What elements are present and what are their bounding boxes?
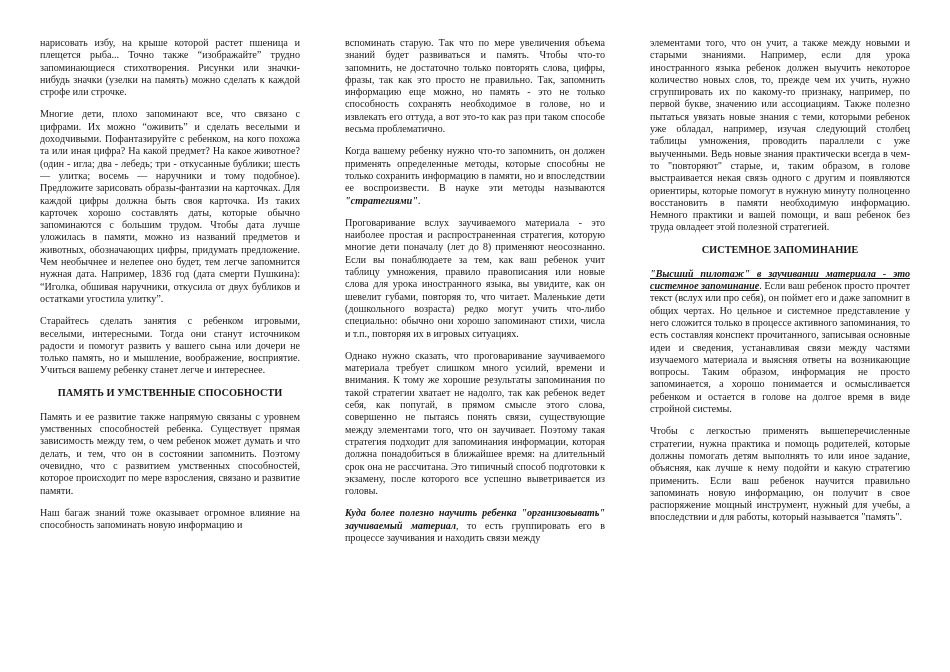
paragraph: Проговаривание вслух заучиваемого материала - это наиболее простая и распространенная стратегия, которую многие дети поначалу (лет до 8) применяют неосознанно. Если вы понаблюдаете за тем, как ваш ребенок учит таблицу умножения, правило правописания или новые слова для урока иностранного языка, вы увидите, как он шевелит губами, повторяя то, что читает. Маленькие дети (дошкольного возраста) редко могут учить что-либо специально: обычно они хорошо запоминают стихи, числа и т.п., повторяя их в игровых ситуациях. — [345, 217, 605, 340]
paragraph — [650, 269, 910, 417]
column-3 — [650, 38, 910, 535]
paragraph: Чтобы с легкостью применять вышеперечисленные стратегии, нужна практика и помощь родителей, которые должны помогать детям выполнять то или иное задание, объясняя, как лучше к нему подойти и какую стратегию применить. Если ваш ребенок научится правильно запоминать новую информацию, он получит в свое распоряжение мощный инструмент, нужный для учебы, а впоследствии и для работы, который называется "память". — [650, 426, 910, 524]
section-heading-memory-and-mental-abilities: ПАМЯТЬ И УМСТВЕННЫЕ СПОСОБНОСТИ — [57, 387, 283, 399]
section-heading-systemic-memorization: СИСТЕМНОЕ ЗАПОМИНАНИЕ — [701, 244, 859, 256]
paragraph: Однако нужно сказать, что проговаривание заучиваемого материала требует слишком много усилий, времени и внимания. К тому же хорошие результаты запоминания по такой стратегии хватает не надолго, так как ребенок ведет себя, как попугай, в прямом смысле этого слова, совершенно не пытаясь понять связи, существующие между элементами того, что он заучивает. Поэтому такая стратегия подходит для запоминания информации, которая должна понадобиться в ближайшее время: на длительный срок она не рассчитана. Это типичный способ подготовки к экзамену, после которого все успешно выветривается из головы. — [345, 350, 605, 498]
paragraph: элементами того, что он учит, а также между новыми и старыми знаниями. Например, если для урока иностранного языка ребенок должен выучить некоторое количество новых слов, то, прежде чем их учить, нужно сгруппировать их по какому-то признаку, например, по первой букве, значению или ассоциациям. Также полезно пытаться увязать новые знания с теми, которыми ребенок уже обладал, например, изучая следующий столбец таблицы умножения, проводить параллели с уже выученными. Ведь новые знания практически всегда в чем-то "повторяют" старые, и, таким образом, в голове выстраивается некая связь одного с другим и появляются ориентиры, которые помогут в нужную минуту полноценно восстановить в памяти необходимую информацию. Немного практики и вашей помощи, и ваш ребенок без труда овладеет этой полезной стратегией. — [650, 38, 910, 234]
paragraph-text: Когда вашему ребенку нужно что-то запомнить, он должен применять определенные методы, которые способны не только сохранить информацию в памяти, но и впоследствии ее воспроизвести. В науке эти методы называются — [345, 146, 605, 195]
paragraph: Наш багаж знаний тоже оказывает огромное влияние на способность запоминать новую информацию и — [40, 507, 300, 532]
emphasis-systemic: "Высший пилотаж" в заучивании материала - это системное запоминание — [650, 268, 910, 293]
paragraph-end: . — [417, 195, 421, 207]
paragraph: Многие дети, плохо запоминают все, что связано с цифрами. Их можно “оживить” и сделать веселыми и дохoдчивыми. Пофантазируйте с ребенком, на кого похожа та или иная цифра? На какой предмет? На какое животное? (один - игла; два - лебедь; три - откусанные бублики; шесть — улитка; восемь — наручники и тому подобное). Предложите зарисовать образы-фантазии на карточках. Для каждой цифры должна быть своя карточка. Из таких карточек хорошо составлять даты, которые обычно запоминаются с большим трудом. Чтобы дата лучше уложилась в памяти, можно из названий предметов и животных, обозначающих цифры, придумать предложение. Чем необычнее и нелепее оно будет, тем легче запомнится нужная дата. Например, 1836 год (дата смерти Пушкина): “Иголка, обшивая наручники, откусила от двух бубликов и остатками угостила улитку”. — [40, 109, 300, 305]
term-strategies: "стратегиями" — [345, 195, 418, 207]
emphasis-organize: Куда более полезно научить ребенка "организовывать" заучиваемый материал — [345, 508, 605, 532]
paragraph: вспоминать старую. Так что по мере увеличения объема знаний будет развиваться и память. Чтобы что-то запомнить, не достаточно только повторять слова, цифры, фразы, так как это просто не правильно. Так, запомнить информацию еще можно, но память - это не только способность сохранять необходимое в голове, но и извлекать его оттуда, а вот это-то как раз при таком способе весьма проблематично. — [345, 38, 605, 136]
column-1 — [40, 38, 300, 542]
column-2 — [345, 38, 605, 555]
paragraph — [345, 508, 605, 545]
paragraph — [345, 146, 605, 207]
paragraph: нарисовать избу, на крыше которой растет пшеница и плещется рыба... Точно также “изображайте” трудно запоминающиеся стихотворения. Рисунки или значки-нибудь значки (узелки на память) можно сделать к каждой строфе или строчке. — [40, 38, 300, 99]
paragraph: Память и ее развитие также напрямую связаны с уровнем умственных способностей ребенка. Существует прямая зависимость между тем, о чем ребенок может думать и что делать, и тем, что он в состоянии запомнить. Поэтому очевидно, что с развитием умственных способностей, которое происходит по мере взросления, связано и развитие памяти. — [40, 411, 300, 497]
paragraph-text: . Если ваш ребенок просто прочтет текст (вслух или про себя), он поймет его и даже запомнит в общих чертах. Но цельное и системное представление у него сложится только в процессе активного запоминания, то есть составляя конспект прочитанного, записывая основные идеи и сведения, устанавливая связи между частями изучаемого материала и выясняя ответы на возникающие вопросы. Таким образом, информация не просто запоминается, а хорошо понимается и осмысливается ребенком и остается в голове на долгое время в виде стройной системы. — [650, 281, 910, 416]
paragraph-text: , то есть группировать его в процессе заучивания и находить связи между — [345, 520, 606, 544]
paragraph: Старайтесь сделать занятия с ребенком игровыми, веселыми, интересными. Тогда они станут источником радости и помогут развить у вашего сына или дочери не только память, но и мышление, воображение, восприятие. Учиться вашему ребенку станет легче и интереснее. — [40, 316, 300, 377]
